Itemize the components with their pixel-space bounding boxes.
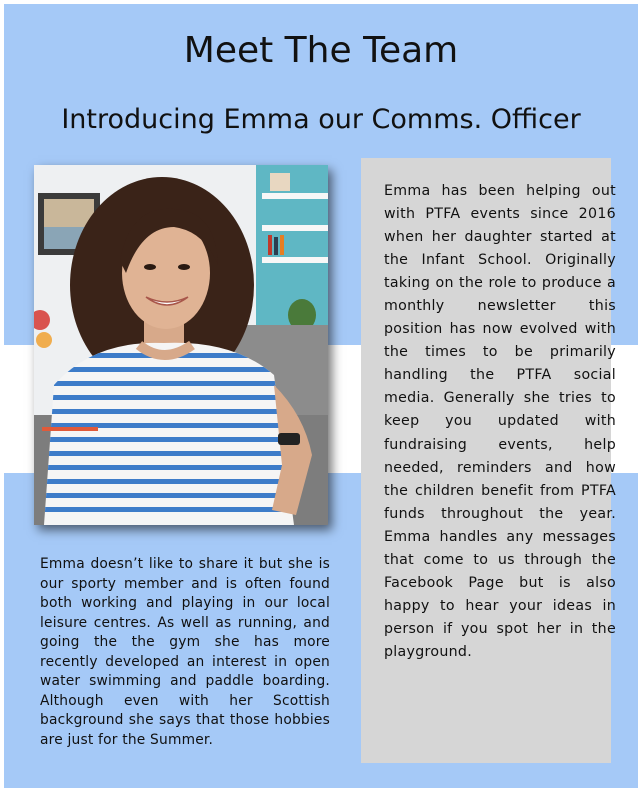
page-subtitle: Introducing Emma our Comms. Officer bbox=[61, 104, 581, 135]
hobbies-text: Emma doesn’t like to share it but she is our sporty member and is often found both working and playing in our local leisure centres. As well as running, and going the the gym she has more recently developed an interest in open water swimming and paddle boarding. Although even with her Scottish background she says that those hobbies are just for the Summer. bbox=[40, 556, 330, 748]
emma-photo bbox=[34, 165, 328, 525]
page-title: Meet The Team bbox=[183, 30, 459, 71]
description-text: Emma has been helping out with PTFA events since 2016 when her daughter started at the Infant School. Originally taking on the role to produce a monthly newsletter this position has now evolved with the times to be primarily handling the PTFA social media. Generally she tries to keep you updated with fundraising events, help needed, reminders and how the children benefit from PTFA funds throughout the year. Emma handles any messages that come to us through the Facebook Page but is also happy to hear your ideas in person if you spot her in the playground. bbox=[384, 183, 616, 660]
